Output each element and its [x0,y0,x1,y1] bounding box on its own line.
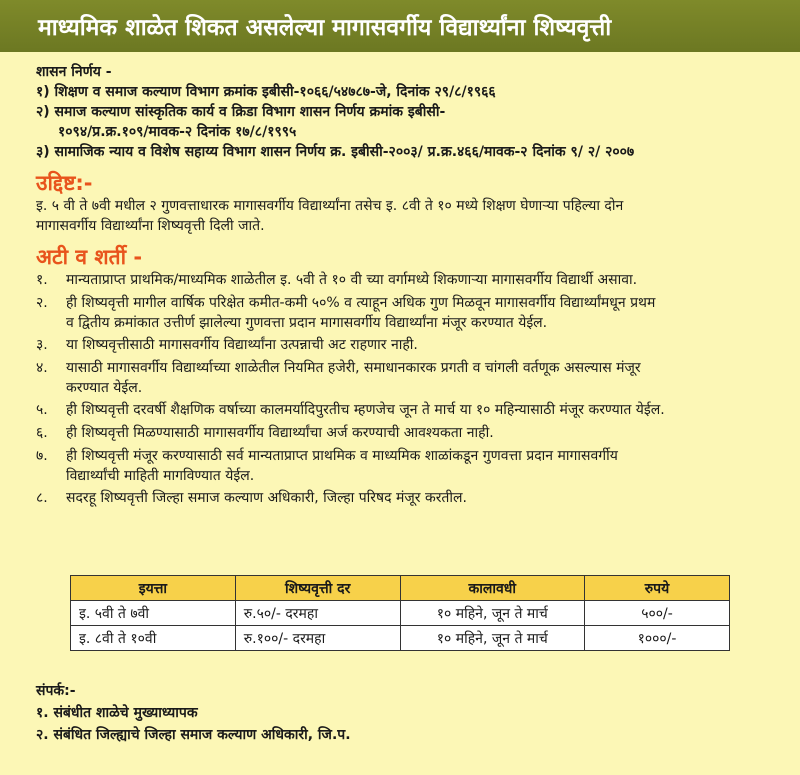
condition-item [36,400,781,421]
gov-resolution-item: ३) सामाजिक न्याय व विशेष सहाय्य विभाग शासन निर्णय क्र. इबीसी-२००३/ प्र.क्र.४६६/मावक-२ दिनांक ९/ २/ २००७ [36,144,635,160]
gov-resolution-list [36,82,781,162]
table-header-cell: इयत्ता [71,576,236,601]
condition-item [36,446,781,486]
contact-section [36,680,781,746]
table-row [71,601,730,626]
gov-resolution-heading: शासन निर्णय - [36,64,112,80]
table-cell: रु.१००/- दरमहा [235,626,400,651]
condition-text: मान्यताप्राप्त प्राथमिक/माध्यमिक शाळेतील इ. ५वी ते १० वी च्या वर्गामध्ये शिकणाऱ्या मागासवर्गीय विद्यार्थी असावा. [66,272,638,288]
table-cell: ५००/- [585,601,730,626]
page-title: माध्यमिक शाळेत शिकत असलेल्या मागासवर्गीय विद्यार्थ्यांना शिष्यवृत्ती [0,0,800,52]
objective-line: मागासवर्गीय विद्यार्थ्यांना शिष्यवृत्ती दिली जाते. [36,218,265,234]
table-header-row [71,576,730,601]
condition-number: ८. [36,490,48,506]
table-header-cell: कालावधी [400,576,585,601]
condition-text: यासाठी मागासवर्गीय विद्यार्थ्याच्या शाळेतील नियमित हजेरी, समाधानकारक प्रगती व चांगली वर्तणूक असल्यास मंजूर [66,360,641,376]
condition-number: ४. [36,360,48,376]
contact-item: १. संबंधीत शाळेचे मुख्याध्यापक [36,705,198,721]
gov-resolution-item: १) शिक्षण व समाज कल्याण विभाग क्रमांक इबीसी-१०६६/५४७८७-जे, दिनांक २९/८/१९६६ [36,84,496,100]
table-cell: १० महिने, जून ते मार्च [400,626,585,651]
conditions-heading: अटी व शर्ती - [36,245,143,269]
condition-item [36,358,781,398]
table-cell: १० महिने, जून ते मार्च [400,601,585,626]
main-content [36,62,781,511]
table-header-cell: शिष्यवृत्ती दर [235,576,400,601]
condition-number: ३. [36,337,48,353]
condition-number: २. [36,295,48,311]
gov-resolution-item-cont: १०९४/प्र.क्र.१०९/मावक-२ दिनांक १७/८/१९९५ [58,124,297,140]
condition-text: करण्यात येईल. [66,380,143,396]
condition-text: या शिष्यवृत्तीसाठी मागासवर्गीय विद्यार्थ्यांना उत्पन्नाची अट राहणार नाही. [66,337,418,353]
table-row [71,626,730,651]
condition-text: विद्यार्थ्यांची माहिती मागविण्यात येईल. [66,468,255,484]
condition-item [36,293,781,333]
condition-item [36,270,781,291]
objective-line: इ. ५ वी ते ७वी मधील २ गुणवत्ताधारक मागासवर्गीय विद्यार्थ्यांना तसेच इ. ८वी ते १० मध्ये शिक्षण घेणाऱ्या पहिल्या दोन [36,198,624,214]
condition-item [36,423,781,444]
condition-text: व द्वितीय क्रमांकात उत्तीर्ण झालेल्या गुणवत्ता प्रदान मागासवर्गीय विद्यार्थ्यांना मंजूर करण्यात येईल. [66,315,548,331]
contact-item: २. संबंधित जिल्ह्याचे जिल्हा समाज कल्याण अधिकारी, जि.प. [36,727,351,743]
condition-text: ही शिष्यवृत्ती मागील वार्षिक परिक्षेत कमीत-कमी ५०% व त्याहून अधिक गुण मिळवून मागासवर्गीय विद्यार्थ्यांमधून प्रथम [66,295,656,311]
condition-text: ही शिष्यवृत्ती मिळण्यासाठी मागासवर्गीय विद्यार्थ्यांचा अर्ज करण्याची आवश्यकता नाही. [66,425,494,441]
scholarship-table [70,575,730,651]
table-cell: इ. ५वी ते ७वी [71,601,236,626]
table-cell: १०००/- [585,626,730,651]
condition-text: सदरहू शिष्यवृत्ती जिल्हा समाज कल्याण अधिकारी, जिल्हा परिषद मंजूर करतील. [66,490,467,506]
condition-number: ७. [36,448,48,464]
table-cell: रु.५०/- दरमहा [235,601,400,626]
contact-heading: संपर्क:- [36,683,76,699]
gov-resolution-item: २) समाज कल्याण सांस्कृतिक कार्य व क्रिडा विभाग शासन निर्णय क्रमांक इबीसी- [36,104,446,120]
condition-text: ही शिष्यवृत्ती दरवर्षी शैक्षणिक वर्षाच्या कालमर्यादिपुरतीच म्हणजेच जून ते मार्च या १० महिन्यासाठी मंजूर करण्यात येईल. [66,402,665,418]
condition-number: ५. [36,402,48,418]
table-header-cell: रुपये [585,576,730,601]
table-cell: इ. ८वी ते १०वी [71,626,236,651]
condition-number: १. [36,272,48,288]
condition-number: ६. [36,425,48,441]
objective-heading: उद्दिष्ट:- [36,171,93,195]
condition-item [36,488,781,509]
condition-item [36,335,781,356]
objective-text [36,196,781,236]
condition-text: ही शिष्यवृत्ती मंजूर करण्यासाठी सर्व मान्यताप्राप्त प्राथमिक व माध्यमिक शाळांकडून गुणवत्ता प्रदान मागासवर्गीय [66,448,618,464]
conditions-list [36,270,781,509]
